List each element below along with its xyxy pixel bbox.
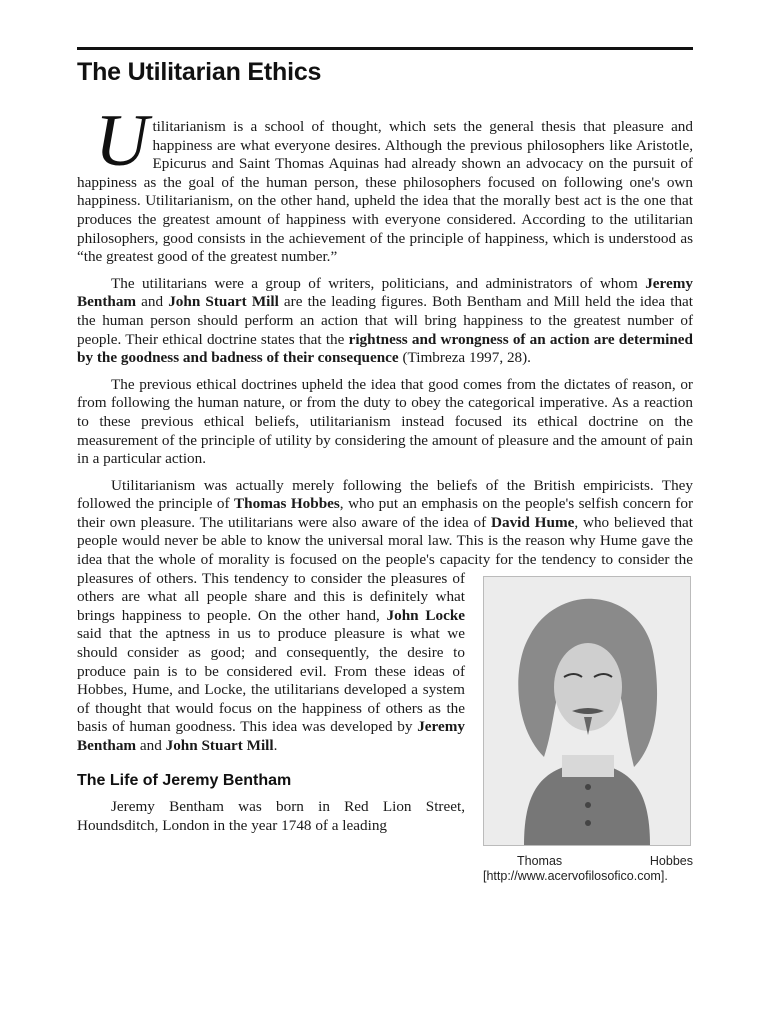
hobbes-figure bbox=[483, 576, 693, 884]
figure-caption: Thomas Hobbes [http://www.acervofilosofico.com]. bbox=[483, 853, 693, 883]
article-body bbox=[77, 100, 694, 884]
top-rule bbox=[77, 47, 693, 50]
paragraph-bentham-life: Jeremy Bentham was born in Red Lion Street, Houndsditch, London in the year 1748 of a leading bbox=[77, 798, 465, 834]
paragraph-previous-doctrines: The previous ethical doctrines upheld the idea that good comes from the dictates of reason, or from following the human nature, or from the duty to obey the categorical imperative. As a reaction to these previous ethical beliefs, utilitarianism instead focused its ethical doctrine on the measurement of the principle of utility by considering the amount of pleasure and the amount of pain in a particular action. bbox=[77, 375, 693, 468]
paragraph-intro: Utilitarianism is a school of thought, which sets the general thesis that pleasure and happiness are what everyone desires. Although the previous philosophers like Aristotle, Epicurus and Saint Thomas Aquinas had already shown an advocacy on the pursuit of happiness as the goal of the human person, these philosophers focused on following one's own happiness. Utilitarianism, on the other hand, upheld the idea that the morally best act is the one that produces the greatest amount of happiness with everyone considered. According to the utilitarian philosophers, good consists in the achievement of the principle of happiness, which is understood as “the greatest good of the greatest number.” bbox=[77, 100, 693, 266]
paragraph-utilitarians: The utilitarians were a group of writers, politicians, and administrators of whom Jeremy Bentham and John Stuart Mill are the leading figures. Both Bentham and Mill held the idea that the human person should perform an action that will bring happiness to the greatest number of people. Their ethical doctrine states that the rightness and wrongness of an action are determined by the goodness and badness of their consequence (Timbreza 1997, 28). bbox=[77, 274, 693, 367]
section-heading: The Life of Jeremy Bentham bbox=[77, 771, 292, 789]
hobbes-portrait-image bbox=[483, 576, 691, 846]
drop-cap: U bbox=[95, 100, 149, 182]
page-title: The Utilitarian Ethics bbox=[77, 58, 322, 86]
paragraph-empiricists: Utilitarianism was actually merely following the beliefs of the British empiricists. They followed the principle of Thomas Hobbes, who put an emphasis on the people's selfish concern for their own pleasure. The utilitarians were also aware of the idea of David Hume, who believed that people would never be able to know the universal moral law. This is the reason why Hume gave the idea that the whole of morality is focused on the people's capacity for Thomas Hobbes [http://www.acervofilosofico.com]. the tendency to consider the pleasures of others. This tendency to consider the pleasures of others are what all people share and this is definitely what brings happiness to people. On the other hand, John Locke said that the aptness in us to produce pleasure is what we should consider as good; and consequently, the desire to produce pain is to be considered evil. From these ideas of Hobbes, Hume, and Locke, the utilitarians developed a system of thought that would focus on the happiness of others as the basis of human goodness. This idea was developed by Jeremy Bentham and John Stuart Mill. bbox=[77, 476, 694, 883]
